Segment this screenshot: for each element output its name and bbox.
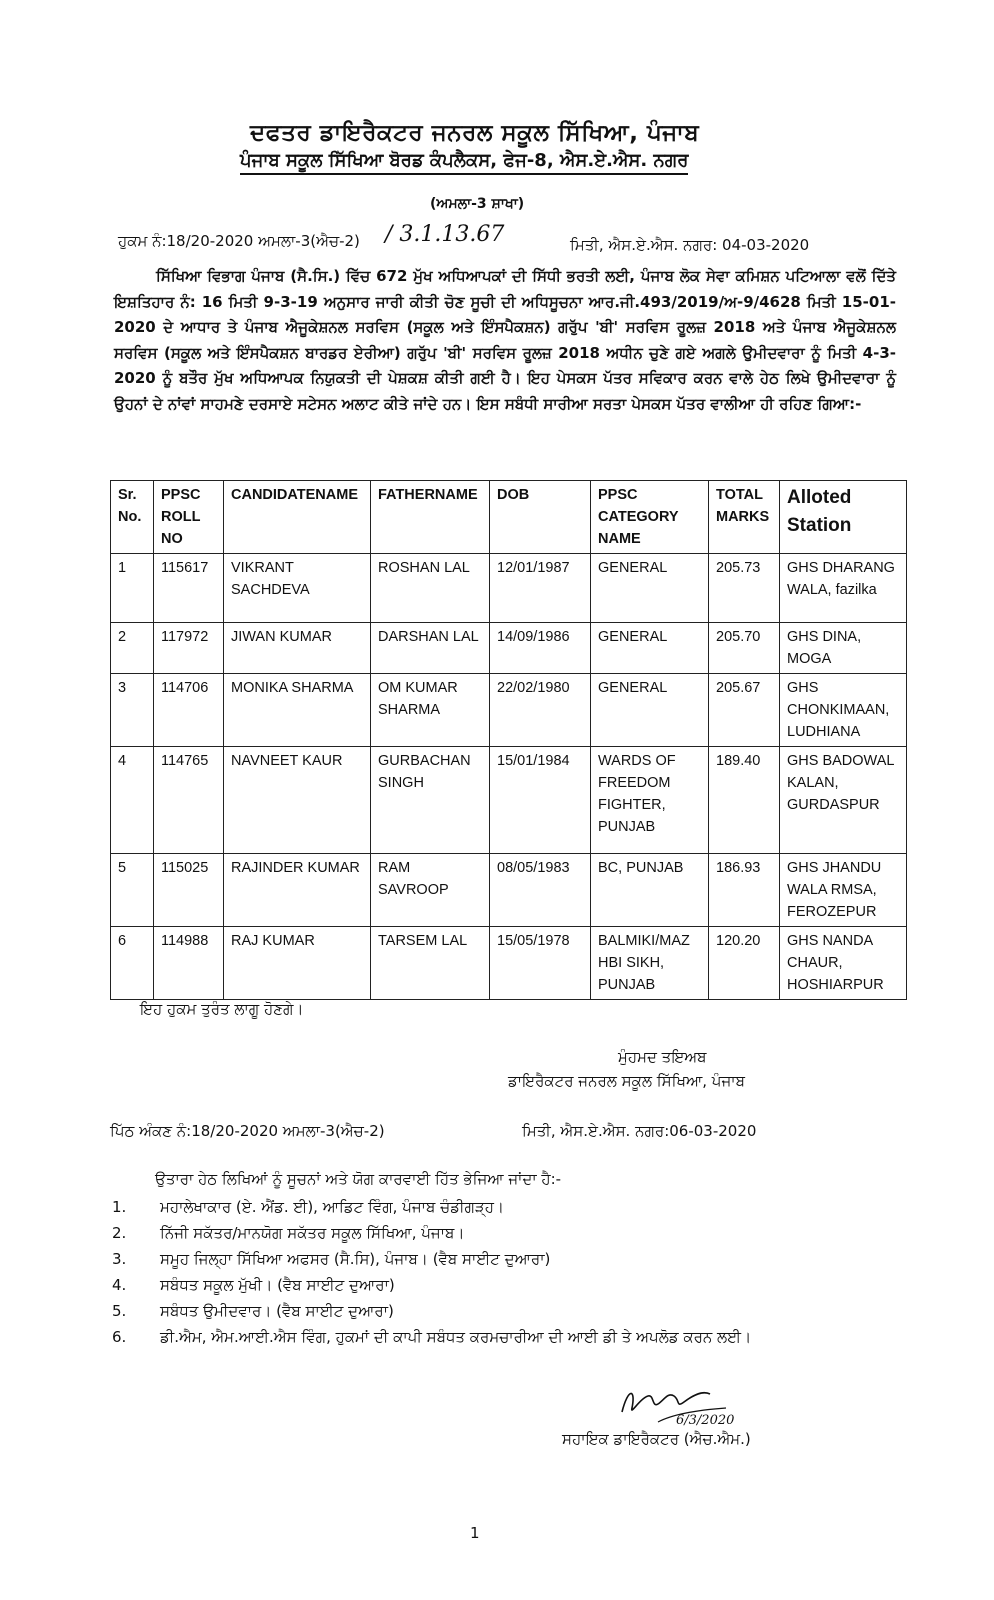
cell-dob: 15/01/1984 — [490, 747, 591, 854]
col-roll-no: PPSC ROLL NO — [154, 481, 224, 554]
list-item-text: ਸਬੰਧਤ ਸਕੂਲ ਮੁੱਖੀ। (ਵੈਬ ਸਾਈਟ ਦੁਆਰਾ) — [160, 1276, 395, 1294]
cell-category: BALMIKI/MAZ HBI SIKH, PUNJAB — [591, 927, 709, 1000]
table-row — [111, 554, 907, 623]
cell-total-marks: 189.40 — [709, 747, 780, 854]
effect-note: ਇਹ ਹੁਕਮ ਤੁਰੰਤ ਲਾਗੂ ਹੋਣਗੇ। — [140, 1000, 304, 1018]
cell-dob: 22/02/1980 — [490, 674, 591, 747]
list-item-number: 4. — [112, 1276, 127, 1294]
cell-sr-no: 5 — [111, 854, 154, 927]
list-item-text: ਸਮੂਹ ਜਿਲ੍ਹਾ ਸਿੱਖਿਆ ਅਫਸਰ (ਸੈ.ਸਿ), ਪੰਜਾਬ। (ਵੈਬ ਸਾਈਟ ਦੁਆਰਾ) — [160, 1250, 551, 1268]
cell-dob: 08/05/1983 — [490, 854, 591, 927]
cell-father-name: GURBACHAN SINGH — [371, 747, 490, 854]
assistant-director-designation: ਸਹਾਇਕ ਡਾਇਰੈਕਟਰ (ਐਚ.ਐਮ.) — [562, 1430, 751, 1448]
cell-total-marks: 205.70 — [709, 623, 780, 674]
cell-candidate-name: JIWAN KUMAR — [224, 623, 371, 674]
cell-dob: 12/01/1987 — [490, 554, 591, 623]
col-father-name: FATHERNAME — [371, 481, 490, 554]
list-item-text: ਮਹਾਲੇਖਾਕਾਰ (ਏ. ਐਂਡ. ਈ), ਆਡਿਟ ਵਿੰਗ, ਪੰਜਾਬ ਚੰਡੀਗੜ੍ਹ। — [160, 1198, 505, 1216]
table-row — [111, 623, 907, 674]
cell-candidate-name: NAVNEET KAUR — [224, 747, 371, 854]
cell-total-marks: 120.20 — [709, 927, 780, 1000]
cell-dob: 15/05/1978 — [490, 927, 591, 1000]
copy-intro: ਉਤਾਰਾ ਹੇਠ ਲਿਖਿਆਂ ਨੂੰ ਸੂਚਨਾਂ ਅਤੇ ਯੋਗ ਕਾਰਵਾਈ ਹਿੱਤ ਭੇਜਿਆ ਜਾਂਦਾ ਹੈ:- — [155, 1170, 562, 1188]
list-item — [112, 1246, 812, 1272]
list-item-text: ਨਿੱਜੀ ਸਕੱਤਰ/ਮਾਨਯੋਗ ਸਕੱਤਰ ਸਕੂਲ ਸਿੱਖਿਆ, ਪੰਜਾਬ। — [160, 1224, 465, 1242]
endorsement-number: ਪਿੱਠ ਅੰਕਣ ਨੰ:18/20-2020 ਅਮਲਾ-3(ਐਚ-2) — [110, 1122, 385, 1140]
table-row — [111, 927, 907, 1000]
signature-date: 6/3/2020 — [676, 1413, 735, 1428]
table-row — [111, 747, 907, 854]
order-number: ਹੁਕਮ ਨੰ:18/20-2020 ਅਮਲਾ-3(ਐਚ-2) — [118, 232, 360, 250]
handwritten-signature — [618, 1378, 738, 1428]
cell-roll-no: 115025 — [154, 854, 224, 927]
cell-candidate-name: MONIKA SHARMA — [224, 674, 371, 747]
list-item-number: 3. — [112, 1250, 127, 1268]
cell-candidate-name: RAJINDER KUMAR — [224, 854, 371, 927]
list-item — [112, 1194, 812, 1220]
cell-category: BC, PUNJAB — [591, 854, 709, 927]
cell-father-name: ROSHAN LAL — [371, 554, 490, 623]
cell-roll-no: 114706 — [154, 674, 224, 747]
cell-total-marks: 205.73 — [709, 554, 780, 623]
cell-sr-no: 6 — [111, 927, 154, 1000]
cell-alloted-station: GHS DHARANG WALA, fazilka — [780, 554, 907, 623]
cell-sr-no: 1 — [111, 554, 154, 623]
cell-alloted-station: GHS CHONKIMAAN, LUDHIANA — [780, 674, 907, 747]
cell-candidate-name: VIKRANT SACHDEVA — [224, 554, 371, 623]
cell-dob: 14/09/1986 — [490, 623, 591, 674]
cell-alloted-station: GHS JHANDU WALA RMSA, FEROZEPUR — [780, 854, 907, 927]
list-item-number: 6. — [112, 1328, 127, 1346]
order-body — [114, 264, 896, 417]
signatory-designation: ਡਾਇਰੈਕਟਰ ਜਨਰਲ ਸਕੂਲ ਸਿੱਖਿਆ, ਪੰਜਾਬ — [508, 1072, 745, 1090]
office-address: ਪੰਜਾਬ ਸਕੂਲ ਸਿੱਖਿਆ ਬੋਰਡ ਕੰਪਲੈਕਸ, ਫੇਜ-8, ਐਸ.ਏ.ਐਸ. ਨਗਰ — [240, 150, 688, 175]
cell-father-name: OM KUMAR SHARMA — [371, 674, 490, 747]
cell-roll-no: 117972 — [154, 623, 224, 674]
list-item-text: ਸਬੰਧਤ ਉਮੀਦਵਾਰ। (ਵੈਬ ਸਾਈਟ ਦੁਆਰਾ) — [160, 1302, 394, 1320]
cell-category: GENERAL — [591, 674, 709, 747]
cell-category: GENERAL — [591, 554, 709, 623]
page-number: 1 — [470, 1524, 480, 1542]
list-item — [112, 1220, 812, 1246]
cell-candidate-name: RAJ KUMAR — [224, 927, 371, 1000]
cell-roll-no: 114988 — [154, 927, 224, 1000]
table-row — [111, 674, 907, 747]
col-alloted-station: Alloted Station — [780, 481, 907, 554]
branch-label: (ਅਮਲਾ-3 ਸ਼ਾਖਾ) — [430, 196, 525, 212]
col-dob: DOB — [490, 481, 591, 554]
office-title: ਦਫਤਰ ਡਾਇਰੈਕਟਰ ਜਨਰਲ ਸਕੂਲ ਸਿੱਖਿਆ, ਪੰਜਾਬ — [250, 120, 700, 146]
cell-alloted-station: GHS DINA, MOGA — [780, 623, 907, 674]
cell-roll-no: 115617 — [154, 554, 224, 623]
cell-father-name: RAM SAVROOP — [371, 854, 490, 927]
table-row — [111, 854, 907, 927]
cell-roll-no: 114765 — [154, 747, 224, 854]
order-date: ਮਿਤੀ, ਐਸ.ਏ.ਐਸ. ਨਗਰ: 04-03-2020 — [570, 236, 810, 254]
cell-sr-no: 2 — [111, 623, 154, 674]
cell-father-name: DARSHAN LAL — [371, 623, 490, 674]
list-item-text: ਡੀ.ਐਮ, ਐਮ.ਆਈ.ਐਸ ਵਿੰਗ, ਹੁਕਮਾਂ ਦੀ ਕਾਪੀ ਸਬੰਧਤ ਕਰਮਚਾਰੀਆ ਦੀ ਆਈ ਡੀ ਤੇ ਅਪਲੋਡ ਕਰਨ ਲਈ। — [160, 1328, 752, 1346]
col-sr-no: Sr. No. — [111, 481, 154, 554]
cell-sr-no: 3 — [111, 674, 154, 747]
cell-category: WARDS OF FREEDOM FIGHTER, PUNJAB — [591, 747, 709, 854]
list-item — [112, 1324, 812, 1350]
cell-father-name: TARSEM LAL — [371, 927, 490, 1000]
order-body-text: ਸਿੱਖਿਆ ਵਿਭਾਗ ਪੰਜਾਬ (ਸੈ.ਸਿ.) ਵਿੱਚ 672 ਮੁੱਖ ਅਧਿਆਪਕਾਂ ਦੀ ਸਿੱਧੀ ਭਰਤੀ ਲਈ, ਪੰਜਾਬ ਲੋਕ ਸੇਵਾ ਕਮਿਸ਼ਨ ਪਟਿਆਲਾ ਵਲੋਂ ਦਿੱਤੇ ਇਸ਼ਤਿਹਾਰ ਨੰ: 16 ਮਿਤੀ 9-3-19 ਅਨੁਸਾਰ ਜਾਰੀ ਕੀਤੀ ਚੋਣ ਸੂਚੀ ਦੀ ਅਧਿਸੂਚਨਾ ਆਰ.ਜੀ.493/2019/ਅ-9/4628 ਮਿਤੀ 15-01-2020 ਦੇ ਆਧਾਰ ਤੇ ਪੰਜਾਬ ਐਜੂਕੇਸ਼ਨਲ ਸਰਵਿਸ (ਸਕੂਲ ਅਤੇ ਇੰਸਪੈਕਸ਼ਨ) ਗਰੁੱਪ 'ਬੀ' ਸਰਵਿਸ ਰੂਲਜ਼ 2018 ਅਤੇ ਪੰਜਾਬ ਐਜੂਕੇਸ਼ਨਲ ਸਰਵਿਸ (ਸਕੂਲ ਅਤੇ ਇੰਸਪੈਕਸ਼ਨ ਬਾਰਡਰ ਏਰੀਆ) ਗਰੁੱਪ 'ਬੀ' ਸਰਵਿਸ ਰੂਲਜ਼ 2018 ਅਧੀਨ ਚੁਣੇ ਗਏ ਅਗਲੇ ਉਮੀਦਵਾਰਾ ਨੂੰ ਮਿਤੀ 4-3-2020 ਨੂੰ ਬਤੌਰ ਮੁੱਖ ਅਧਿਆਪਕ ਨਿਯੁਕਤੀ ਦੀ ਪੇਸ਼ਕਸ਼ ਕੀਤੀ ਗਈ ਹੈ। ਇਹ ਪੇਸਕਸ ਪੱਤਰ ਸਵਿਕਾਰ ਕਰਨ ਵਾਲੇ ਹੇਠ ਲਿਖੇ ਉਮੀਦਵਾਰਾ ਨੂੰ ਉਹਨਾਂ ਦੇ ਨਾਂਵਾਂ ਸਾਹਮਣੇ ਦਰਸਾਏ ਸਟੇਸਨ ਅਲਾਟ ਕੀਤੇ ਜਾਂਦੇ ਹਨ। ਇਸ ਸਬੰਧੀ ਸਾਰੀਆ ਸਰਤਾ ਪੇਸਕਸ ਪੱਤਰ ਵਾਲੀਆ ਹੀ ਰਹਿਣ ਗਿਆ:- — [114, 267, 896, 413]
list-item-number: 5. — [112, 1302, 127, 1320]
list-item — [112, 1298, 812, 1324]
cell-alloted-station: GHS BADOWAL KALAN, GURDASPUR — [780, 747, 907, 854]
cell-category: GENERAL — [591, 623, 709, 674]
cell-total-marks: 186.93 — [709, 854, 780, 927]
cell-total-marks: 205.67 — [709, 674, 780, 747]
list-item-number: 1. — [112, 1198, 127, 1216]
list-item — [112, 1272, 812, 1298]
candidate-table — [110, 480, 907, 1000]
table-header-row — [111, 481, 907, 554]
signatory-name: ਮੁੰਹਮਦ ਤਇਅਬ — [618, 1048, 707, 1066]
col-total-marks: TOTAL MARKS — [709, 481, 780, 554]
cell-alloted-station: GHS NANDA CHAUR, HOSHIARPUR — [780, 927, 907, 1000]
list-item-number: 2. — [112, 1224, 127, 1242]
cell-sr-no: 4 — [111, 747, 154, 854]
endorsement-date: ਮਿਤੀ, ਐਸ.ਏ.ਐਸ. ਨਗਰ:06-03-2020 — [522, 1122, 757, 1140]
handwritten-dispatch-number: / 3.1.13.67 — [385, 222, 505, 247]
col-category: PPSC CATEGORY NAME — [591, 481, 709, 554]
col-candidate-name: CANDIDATENAME — [224, 481, 371, 554]
